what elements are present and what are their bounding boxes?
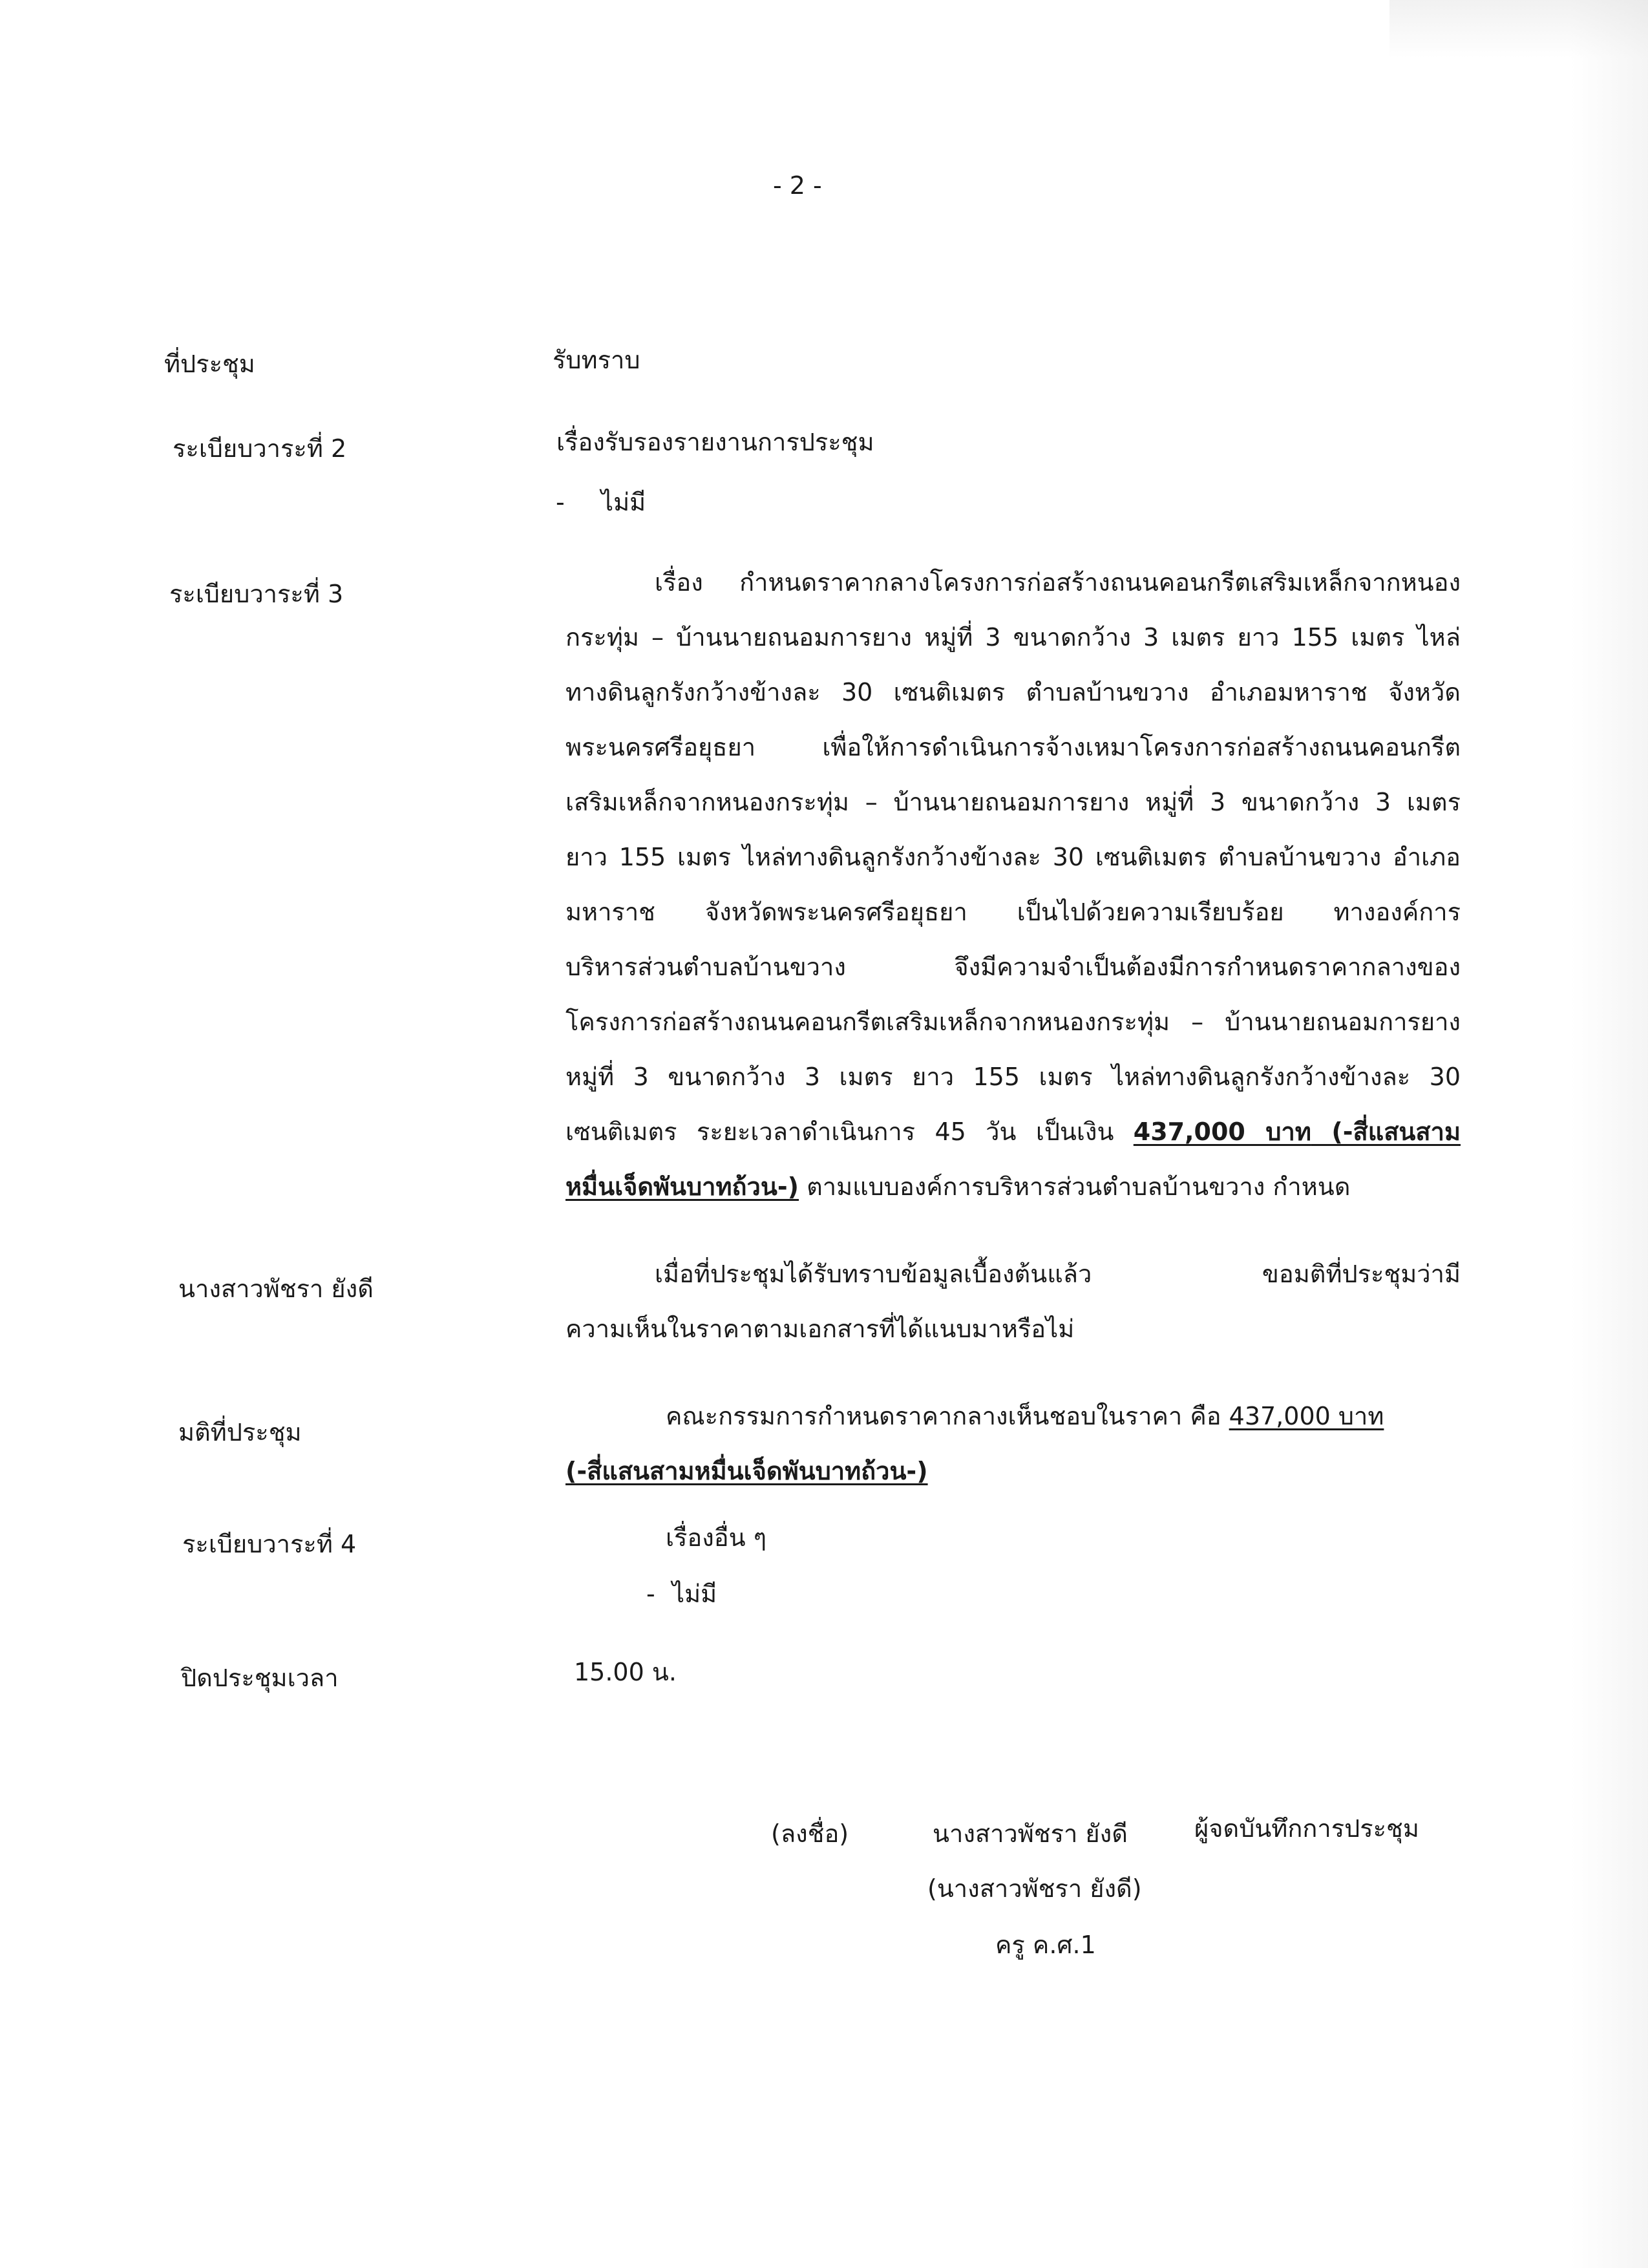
agenda-4-dash: - [646,1580,655,1608]
speaker-line-2: ความเห็นในราคาตามเอกสารที่ได้แนบมาหรือไม่ [565,1315,1075,1343]
agenda-4-title: เรื่องอื่น ๆ [666,1523,767,1552]
scan-corner-shade [1389,0,1648,58]
agenda-4-item: ไม่มี [672,1580,717,1608]
agenda-3-line-12 [565,1167,1461,1206]
label-agenda-2: ระเบียบวาระที่ 2 [173,434,347,463]
agenda-3-line-4: พระนครศรีอยุธยา เพื่อให้การดำเนินการจ้างเหมาโครงการก่อสร้างถนนคอนกรีต [565,733,1461,761]
scan-edge-shadow [1570,0,1648,2268]
closing-time: 15.00 น. [574,1658,677,1686]
agenda-3-amount: 437,000 บาท [1133,1118,1311,1146]
speaker-line-1: เมื่อที่ประชุมได้รับทราบข้อมูลเบื้องต้นแล้ว ขอมติที่ประชุมว่ามี [655,1260,1461,1288]
signature-name: นางสาวพัชรา ยังดี [933,1819,1128,1848]
agenda-3-line-11-prefix: เซนติเมตร ระยะเวลาดำเนินการ 45 วัน เป็นเงิน [565,1118,1134,1146]
agenda-3-amount-words-1: (-สี่แสนสาม [1311,1118,1461,1146]
label-resolution: มติที่ประชุม [178,1418,302,1447]
agenda-3-line-1: เรื่อง กำหนดราคากลางโครงการก่อสร้างถนนคอนกรีตเสริมเหล็กจากหนอง [655,568,1461,597]
signature-role: ผู้จดบันทึกการประชุม [1194,1814,1419,1843]
agenda-3-line-7: มหาราช จังหวัดพระนครศรีอยุธยา เป็นไปด้วยความเรียบร้อย ทางองค์การ [565,898,1461,926]
label-meeting: ที่ประชุม [164,350,255,378]
signature-name-paren: (นางสาวพัชรา ยังดี) [927,1874,1142,1903]
agenda-3-line-9: โครงการก่อสร้างถนนคอนกรีตเสริมเหล็กจากหนองกระทุ่ม – บ้านนายถนอมการยาง [565,1008,1461,1036]
agenda-3-line-2: กระทุ่ม – บ้านนายถนอมการยาง หมู่ที่ 3 ขนาดกว้าง 3 เมตร ยาว 155 เมตร ไหล่ [565,623,1461,652]
label-closing-time: ปิดประชุมเวลา [181,1664,339,1692]
meeting-ack-text: รับทราบ [553,346,640,374]
label-agenda-4: ระเบียบวาระที่ 4 [182,1530,357,1558]
resolution-line-1-prefix: คณะกรรมการกำหนดราคากลางเห็นชอบในราคา คือ [666,1402,1229,1430]
agenda-3-line-11 [565,1112,1461,1151]
agenda-3-line-6: ยาว 155 เมตร ไหล่ทางดินลูกรังกว้างข้างละ 30 เซนติเมตร ตำบลบ้านขวาง อำเภอ [565,843,1461,871]
agenda-3-amount-words-2: หมื่นเจ็ดพันบาทถ้วน-) [565,1172,799,1201]
resolution-amount: 437,000 บาท [1229,1402,1384,1430]
agenda-2-title: เรื่องรับรองรายงานการประชุม [556,428,874,456]
resolution-line-1 [666,1396,1461,1436]
resolution-line-2 [565,1451,1461,1490]
agenda-2-item: ไม่มี [601,488,646,516]
agenda-2-dash: - [556,488,565,516]
signature-label: (ลงชื่อ) [771,1819,849,1848]
signature-position: ครู ค.ศ.1 [995,1931,1096,1959]
agenda-3-line-8: บริหารส่วนตำบลบ้านขวาง จึงมีความจำเป็นต้องมีการกำหนดราคากลางของ [565,953,1461,981]
label-agenda-3: ระเบียบวาระที่ 3 [169,580,344,608]
agenda-3-line-10: หมู่ที่ 3 ขนาดกว้าง 3 เมตร ยาว 155 เมตร ไหล่ทางดินลูกรังกว้างข้างละ 30 [565,1063,1461,1091]
agenda-3-line-3: ทางดินลูกรังกว้างข้างละ 30 เซนติเมตร ตำบลบ้านขวาง อำเภอมหาราช จังหวัด [565,678,1461,706]
agenda-3-line-5: เสริมเหล็กจากหนองกระทุ่ม – บ้านนายถนอมการยาง หมู่ที่ 3 ขนาดกว้าง 3 เมตร [565,788,1461,816]
label-speaker: นางสาวพัชรา ยังดี [178,1275,374,1303]
resolution-amount-words: (-สี่แสนสามหมื่นเจ็ดพันบาทถ้วน-) [565,1457,928,1485]
agenda-3-line-12-suffix: ตามแบบองค์การบริหารส่วนตำบลบ้านขวาง กำหนด [799,1172,1351,1201]
page-number: - 2 - [773,171,822,200]
